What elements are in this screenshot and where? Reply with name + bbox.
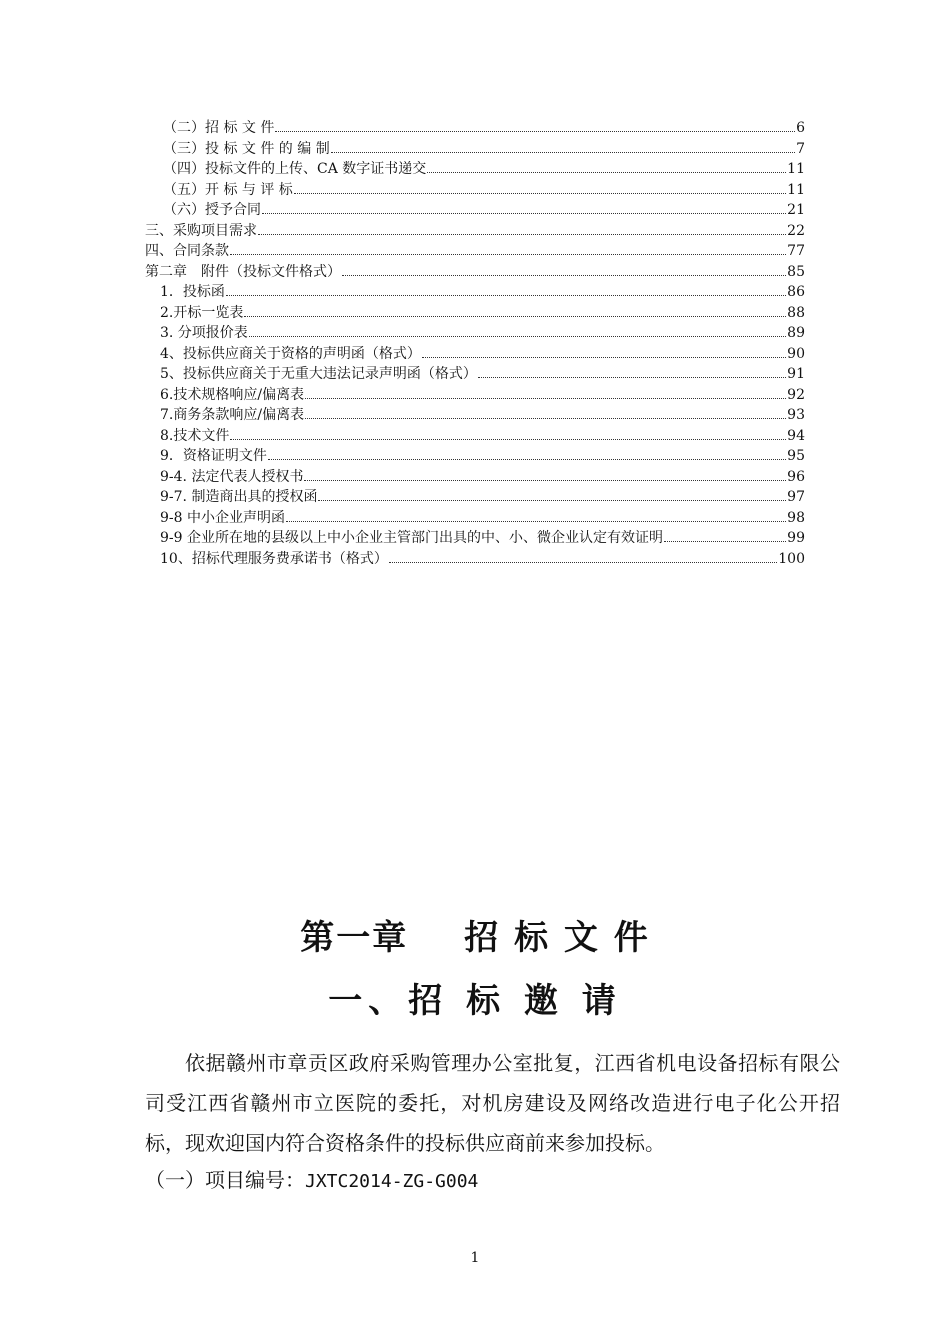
- toc-entry-page: 89: [787, 325, 805, 341]
- toc-leader-dots: [664, 540, 786, 542]
- toc-entry[interactable]: [145, 260, 805, 280]
- toc-leader-dots: [226, 294, 786, 296]
- toc-leader-dots: [318, 499, 786, 501]
- toc-entry-label: 三、采购项目需求: [145, 223, 257, 239]
- toc-entry-label: 四、合同条款: [145, 243, 229, 259]
- toc-entry[interactable]: [160, 424, 805, 444]
- toc-entry-page: 99: [787, 530, 805, 546]
- toc-entry[interactable]: [163, 137, 805, 157]
- toc-entry-label: 第二章 附件（投标文件格式）: [145, 264, 341, 280]
- toc-leader-dots: [249, 335, 786, 337]
- toc-entry[interactable]: [160, 403, 805, 423]
- toc-entry-page: 85: [787, 264, 805, 280]
- toc-entry-page: 88: [787, 305, 805, 321]
- toc-entry-page: 86: [787, 284, 805, 300]
- toc-entry-page: 90: [787, 346, 805, 362]
- toc-entry-label: 9-7. 制造商出具的授权函: [160, 489, 318, 505]
- project-number-label: （一）项目编号：: [145, 1168, 305, 1192]
- toc-entry-page: 21: [787, 202, 805, 218]
- toc-entry[interactable]: [160, 362, 805, 382]
- toc-leader-dots: [389, 561, 777, 563]
- toc-entry-page: 97: [787, 489, 805, 505]
- toc-entry-page: 7: [796, 141, 805, 157]
- toc-entry-page: 77: [787, 243, 805, 259]
- toc-leader-dots: [262, 212, 786, 214]
- toc-entry-page: 22: [787, 223, 805, 239]
- toc-entry[interactable]: [160, 280, 805, 300]
- toc-leader-dots: [427, 171, 786, 173]
- toc-entry[interactable]: [145, 239, 805, 259]
- invitation-paragraph: 依据赣州市章贡区政府采购管理办公室批复，江西省机电设备招标有限公司受江西省赣州市立医院的委托，对机房建设及网络改造进行电子化公开招标，现欢迎国内符合资格条件的投标供应商前来参加投标。: [145, 1051, 840, 1155]
- toc-entry-page: 96: [787, 469, 805, 485]
- section-heading: 一、招 标 邀 请: [328, 981, 622, 1021]
- toc-entry-label: 4、投标供应商关于资格的声明函（格式）: [160, 346, 421, 362]
- toc-entry[interactable]: [160, 526, 805, 546]
- toc-leader-dots: [268, 458, 786, 460]
- toc-entry-label: 2.开标一览表: [160, 305, 244, 321]
- toc-entry-label: （六）授予合同: [163, 202, 261, 218]
- toc-entry-label: （三）投 标 文 件 的 编 制: [163, 141, 330, 157]
- toc-entry[interactable]: [160, 383, 805, 403]
- toc-entry-label: 6.技术规格响应/偏离表: [160, 387, 305, 403]
- toc-entry-page: 98: [787, 510, 805, 526]
- toc-leader-dots: [342, 274, 786, 276]
- page-number: 1: [470, 1250, 480, 1266]
- chapter-heading: [0, 910, 950, 959]
- project-number-value: JXTC2014-ZG-G004: [305, 1171, 479, 1192]
- toc-entry[interactable]: [160, 506, 805, 526]
- toc-entry-page: 93: [787, 407, 805, 423]
- toc-leader-dots: [478, 376, 786, 378]
- toc-entry[interactable]: [160, 465, 805, 485]
- toc-leader-dots: [294, 192, 786, 194]
- toc-entry-label: 5、投标供应商关于无重大违法记录声明函（格式）: [160, 366, 477, 382]
- toc-entry[interactable]: [160, 547, 805, 567]
- toc-leader-dots: [286, 520, 786, 522]
- toc-entry-label: 1．投标函: [160, 284, 225, 300]
- toc-entry[interactable]: [163, 178, 805, 198]
- toc-entry-label: 9．资格证明文件: [160, 448, 267, 464]
- toc-entry[interactable]: [160, 444, 805, 464]
- toc-leader-dots: [304, 479, 786, 481]
- toc-leader-dots: [230, 253, 786, 255]
- toc-entry-label: （四）投标文件的上传、CA 数字证书递交: [163, 161, 427, 177]
- project-number-line: [145, 1160, 478, 1202]
- toc-entry[interactable]: [160, 321, 805, 341]
- toc-entry-page: 91: [787, 366, 805, 382]
- toc-entry-label: 9-4. 法定代表人授权书: [160, 469, 304, 485]
- toc-entry[interactable]: [160, 485, 805, 505]
- toc-entry[interactable]: [163, 157, 805, 177]
- toc-entry-page: 11: [787, 182, 805, 198]
- toc-leader-dots: [275, 130, 795, 132]
- toc-leader-dots: [305, 397, 786, 399]
- toc-entry-label: 10、招标代理服务费承诺书（格式）: [160, 551, 388, 567]
- toc-entry-label: 9-8 中小企业声明函: [160, 510, 285, 526]
- toc-entry[interactable]: [163, 198, 805, 218]
- toc-entry[interactable]: [160, 301, 805, 321]
- toc-entry-page: 100: [778, 551, 805, 567]
- toc-entry[interactable]: [145, 219, 805, 239]
- chapter-title: 招 标 文 件: [464, 918, 650, 958]
- toc-leader-dots: [244, 315, 786, 317]
- toc-entry-label: 3. 分项报价表: [160, 325, 248, 341]
- toc-leader-dots: [422, 356, 786, 358]
- chapter-number: 第一章: [300, 918, 409, 958]
- toc-entry-page: 6: [796, 120, 805, 136]
- toc-entry-page: 95: [787, 448, 805, 464]
- toc-leader-dots: [230, 438, 786, 440]
- toc-entry-label: 9-9 企业所在地的县级以上中小企业主管部门出具的中、小、微企业认定有效证明: [160, 530, 663, 546]
- toc-entry-page: 11: [787, 161, 805, 177]
- toc-entry[interactable]: [160, 342, 805, 362]
- toc-entry-page: 94: [787, 428, 805, 444]
- toc-leader-dots: [305, 417, 786, 419]
- toc-entry-label: 8.技术文件: [160, 428, 230, 444]
- toc-leader-dots: [258, 233, 786, 235]
- toc-entry-label: （五）开 标 与 评 标: [163, 182, 293, 198]
- toc-entry[interactable]: [163, 116, 805, 136]
- toc-entry-page: 92: [787, 387, 805, 403]
- toc-entry-label: （二）招 标 文 件: [163, 120, 275, 136]
- toc-entry-label: 7.商务条款响应/偏离表: [160, 407, 305, 423]
- toc-leader-dots: [331, 151, 795, 153]
